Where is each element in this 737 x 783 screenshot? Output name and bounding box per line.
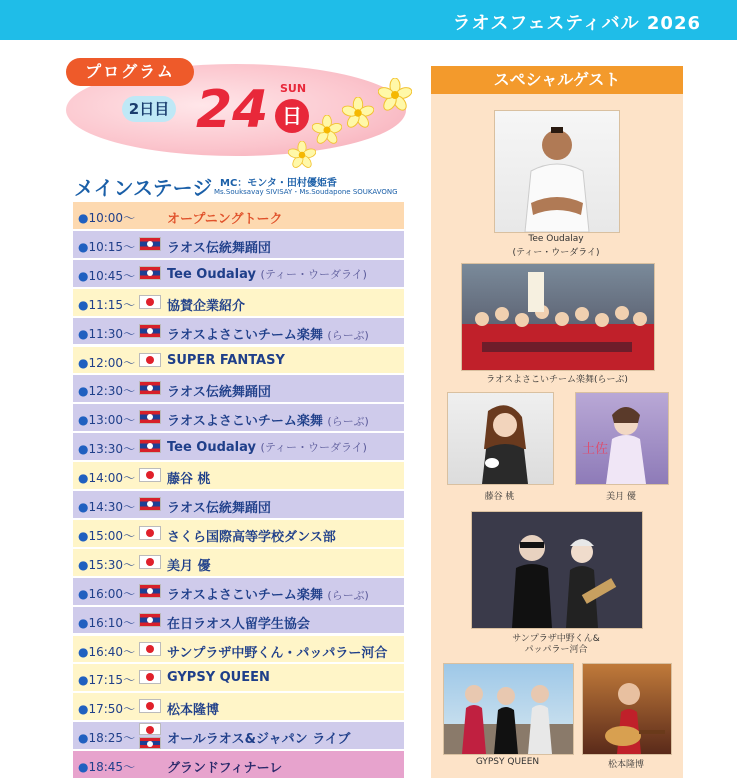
schedule-time [78, 758, 135, 775]
schedule-time [78, 382, 135, 399]
japan-flag-icon [139, 699, 161, 713]
japan-flag-icon [139, 642, 161, 656]
schedule-time-text: 17:50～ [88, 702, 136, 717]
program-badge: プログラム [66, 58, 194, 86]
schedule-time [78, 527, 135, 544]
japan-flag-icon [139, 353, 161, 367]
guest-photo-fujitani-momo [447, 392, 554, 485]
schedule-time [78, 498, 135, 515]
mc-names-lao: Ms.Souksavay SIVISAY・Ms.Soudapone SOUKAVONG [214, 188, 398, 196]
bullet-dot-icon: ● [78, 528, 89, 543]
schedule-row [73, 664, 404, 693]
schedule-performer-reading: (ティー・ウーダライ) [260, 441, 367, 455]
plumeria-flower-icon [312, 115, 342, 145]
guest-caption: パッパラー河合 [524, 645, 588, 655]
schedule-time-text: 14:00～ [88, 471, 136, 486]
schedule-performer-text: 在日ラオス人留学生協会 [167, 616, 310, 632]
main-stage-title: メインステージ [74, 176, 213, 200]
guest-caption: Tee Oudalay [528, 234, 584, 244]
schedule-performer-text: サンプラザ中野くん・パッパラー河合 [167, 645, 388, 661]
laos-flag-icon [139, 497, 161, 511]
schedule-row [73, 722, 404, 751]
schedule-performer [167, 728, 350, 747]
festival-title: ラオスフェスティバル 2026 [452, 13, 701, 34]
bullet-dot-icon: ● [78, 211, 89, 225]
schedule-performer [167, 468, 211, 487]
schedule-performer [167, 670, 270, 685]
schedule-performer [167, 584, 369, 603]
bullet-dot-icon: ● [78, 413, 89, 428]
schedule-time-text: 11:15～ [88, 297, 136, 312]
schedule-time [78, 267, 135, 284]
bullet-dot-icon: ● [78, 615, 89, 630]
top-banner [0, 0, 737, 40]
guest-photo-tee-oudalay [494, 110, 620, 233]
schedule-time-text: 16:00～ [88, 586, 136, 601]
schedule-time-text: 17:15～ [88, 673, 136, 688]
schedule-row [73, 751, 404, 780]
laos-flag-icon [139, 613, 161, 627]
bullet-dot-icon: ● [78, 586, 89, 601]
schedule-performer-text: ラオス伝統舞踊団 [167, 501, 271, 516]
bullet-dot-icon: ● [78, 384, 89, 399]
bullet-dot-icon: ● [78, 760, 89, 775]
schedule-performer-text: オープニングトーク [167, 212, 283, 227]
guest-caption: 藤谷 桃 [484, 492, 515, 502]
schedule-row [73, 347, 404, 376]
guest-photo-matsumoto-takahiro [582, 663, 672, 755]
schedule-row [73, 491, 404, 520]
schedule-performer [167, 757, 282, 776]
bullet-dot-icon: ● [78, 355, 89, 370]
japan-flag-icon [139, 555, 161, 569]
schedule-performer [167, 295, 245, 314]
laos-flag-icon [139, 237, 161, 251]
schedule-performer [167, 439, 367, 455]
plumeria-flower-icon [342, 97, 374, 129]
schedule-performer [167, 324, 369, 343]
schedule-row [73, 462, 404, 491]
schedule-performer-text: ラオスよさこいチーム楽舞 [167, 414, 323, 430]
schedule-performer [167, 237, 271, 256]
schedule-performer-text: オールラオス&ジャパン ライブ [167, 732, 351, 748]
bullet-dot-icon: ● [78, 644, 89, 659]
schedule-performer-text: 藤谷 桃 [167, 472, 211, 488]
schedule-time-text: 11:30～ [88, 326, 136, 341]
schedule-time-text: 10:45～ [88, 268, 136, 283]
schedule-time [78, 209, 135, 226]
schedule-performer [167, 555, 211, 574]
bullet-dot-icon: ● [78, 326, 89, 341]
schedule-row [73, 260, 404, 289]
weekday-jp: 日 [275, 99, 309, 133]
schedule-performer-text: さくら国際高等学校ダンス部 [167, 529, 336, 545]
schedule-performer-text: グランドフィナーレ [167, 761, 283, 777]
svg-text:土佐: 土佐 [582, 442, 609, 457]
bullet-dot-icon: ● [78, 731, 89, 746]
schedule-time-text: 12:30～ [88, 384, 136, 399]
laos-flag-icon [139, 381, 161, 395]
schedule-performer-text: ラオスよさこいチーム楽舞 [167, 587, 323, 603]
schedule-row [73, 578, 404, 607]
bullet-dot-icon: ● [78, 702, 89, 717]
schedule-time [78, 643, 135, 660]
schedule-performer [167, 266, 367, 282]
schedule-performer [167, 526, 336, 545]
bullet-dot-icon: ● [78, 442, 89, 457]
schedule-time-text: 14:30～ [88, 500, 136, 514]
guest-photo-gypsy-queen [443, 663, 574, 755]
schedule-performer-text: ラオス伝統舞踊団 [167, 385, 271, 401]
mc-names: MC：モンタ・田村優姫香 [220, 178, 337, 189]
japan-flag-icon [139, 670, 161, 684]
schedule-time-text: 16:40～ [88, 644, 136, 659]
schedule-time [78, 585, 135, 602]
schedule-time [78, 729, 135, 746]
schedule-performer-text: 松本隆博 [167, 703, 220, 719]
guest-caption: 美月 優 [606, 492, 636, 502]
schedule-performer-text: 美月 優 [167, 558, 211, 574]
bullet-dot-icon: ● [78, 239, 89, 254]
schedule-time-text: 18:25～ [88, 731, 136, 746]
date-number: 24 [196, 80, 269, 140]
laos-flag-icon [139, 410, 161, 424]
plumeria-flower-icon [378, 78, 412, 112]
bullet-dot-icon: ● [78, 500, 89, 514]
schedule-row [73, 289, 404, 318]
schedule-row [73, 607, 404, 636]
schedule-time [78, 440, 135, 457]
plumeria-flower-icon [288, 141, 316, 169]
schedule-row [73, 202, 404, 231]
schedule-row [73, 636, 404, 665]
guest-caption: ラオスよさこいチーム楽舞(らーぶ) [486, 375, 628, 385]
schedule-time-text: 12:00～ [88, 355, 136, 370]
schedule-performer-text: 協賛企業紹介 [167, 298, 246, 314]
schedule-time [78, 671, 135, 688]
schedule-time-text: 10:15～ [88, 239, 136, 254]
laos-flag-icon [139, 439, 161, 453]
schedule-row [73, 693, 404, 722]
schedule-time-text: 15:30～ [88, 557, 136, 572]
bullet-dot-icon: ● [78, 297, 89, 312]
schedule-row [73, 318, 404, 347]
schedule-time [78, 238, 135, 255]
schedule-performer [167, 410, 369, 429]
schedule-time-text: 18:45～ [88, 760, 136, 775]
schedule-performer [167, 699, 219, 718]
schedule-time-text: 13:30～ [88, 442, 136, 457]
guest-panel-title: スペシャルゲスト [431, 66, 683, 94]
schedule-row [73, 231, 404, 260]
schedule-performer [167, 381, 271, 400]
schedule-time [78, 325, 135, 342]
schedule-row [73, 375, 404, 404]
schedule-performer-text: Tee Oudalay [167, 266, 256, 282]
laos-flag-icon [139, 584, 161, 598]
schedule-row [73, 404, 404, 433]
bullet-dot-icon: ● [78, 471, 89, 486]
schedule-performer [167, 353, 285, 368]
guest-caption: (ティー・ウーダライ) [512, 248, 600, 258]
day-badge: 2日目 [122, 96, 176, 122]
schedule-time [78, 354, 135, 371]
bullet-dot-icon: ● [78, 268, 89, 283]
laos-flag-icon [139, 324, 161, 338]
japan-flag-icon [139, 468, 161, 482]
schedule-row [73, 433, 404, 462]
schedule-time-text: 16:10～ [88, 615, 136, 630]
guest-caption: サンプラザ中野くん& [512, 634, 600, 644]
schedule-time [78, 556, 135, 573]
schedule-row [73, 520, 404, 549]
guest-caption: 松本隆博 [607, 760, 644, 770]
schedule-time-text: 15:00～ [88, 528, 136, 543]
schedule-performer-reading: (ティー・ウーダライ) [260, 267, 367, 281]
schedule-time [78, 614, 135, 631]
schedule-performer-text: SUPER FANTASY [167, 352, 285, 368]
laos-flag-icon [139, 737, 161, 749]
schedule-time [78, 411, 135, 428]
weekday-en: SUN [280, 82, 307, 95]
schedule-time-text: 10:00～ [88, 211, 136, 225]
schedule-performer [167, 497, 271, 516]
bullet-dot-icon: ● [78, 557, 89, 572]
schedule-performer-reading: (らーぶ) [327, 588, 369, 602]
schedule-performer [167, 613, 310, 632]
schedule-time-text: 13:00～ [88, 413, 136, 428]
schedule-performer-reading: (らーぶ) [327, 328, 369, 342]
schedule-time [78, 700, 135, 717]
schedule-performer-reading: (らーぶ) [327, 415, 369, 429]
schedule-performer-text: ラオス伝統舞踊団 [167, 240, 271, 256]
guest-photo-yosakoi-team [461, 263, 655, 371]
guest-photo-mizuki-yu [575, 392, 669, 485]
schedule-performer [167, 208, 282, 227]
schedule-performer-text: Tee Oudalay [167, 440, 256, 456]
bullet-dot-icon: ● [78, 673, 89, 688]
schedule-performer [167, 642, 387, 661]
schedule-performer-text: ラオスよさこいチーム楽舞 [167, 327, 323, 343]
japan-flag-icon [139, 723, 161, 735]
japan-flag-icon [139, 295, 161, 309]
schedule-time [78, 296, 135, 313]
schedule-performer-text: GYPSY QUEEN [167, 670, 270, 686]
laos-flag-icon [139, 266, 161, 280]
schedule-time [78, 469, 135, 486]
guest-caption: GYPSY QUEEN [475, 757, 540, 767]
guest-photo-sunplaza-nakano [471, 511, 643, 629]
japan-flag-icon [139, 526, 161, 540]
schedule-row [73, 549, 404, 578]
